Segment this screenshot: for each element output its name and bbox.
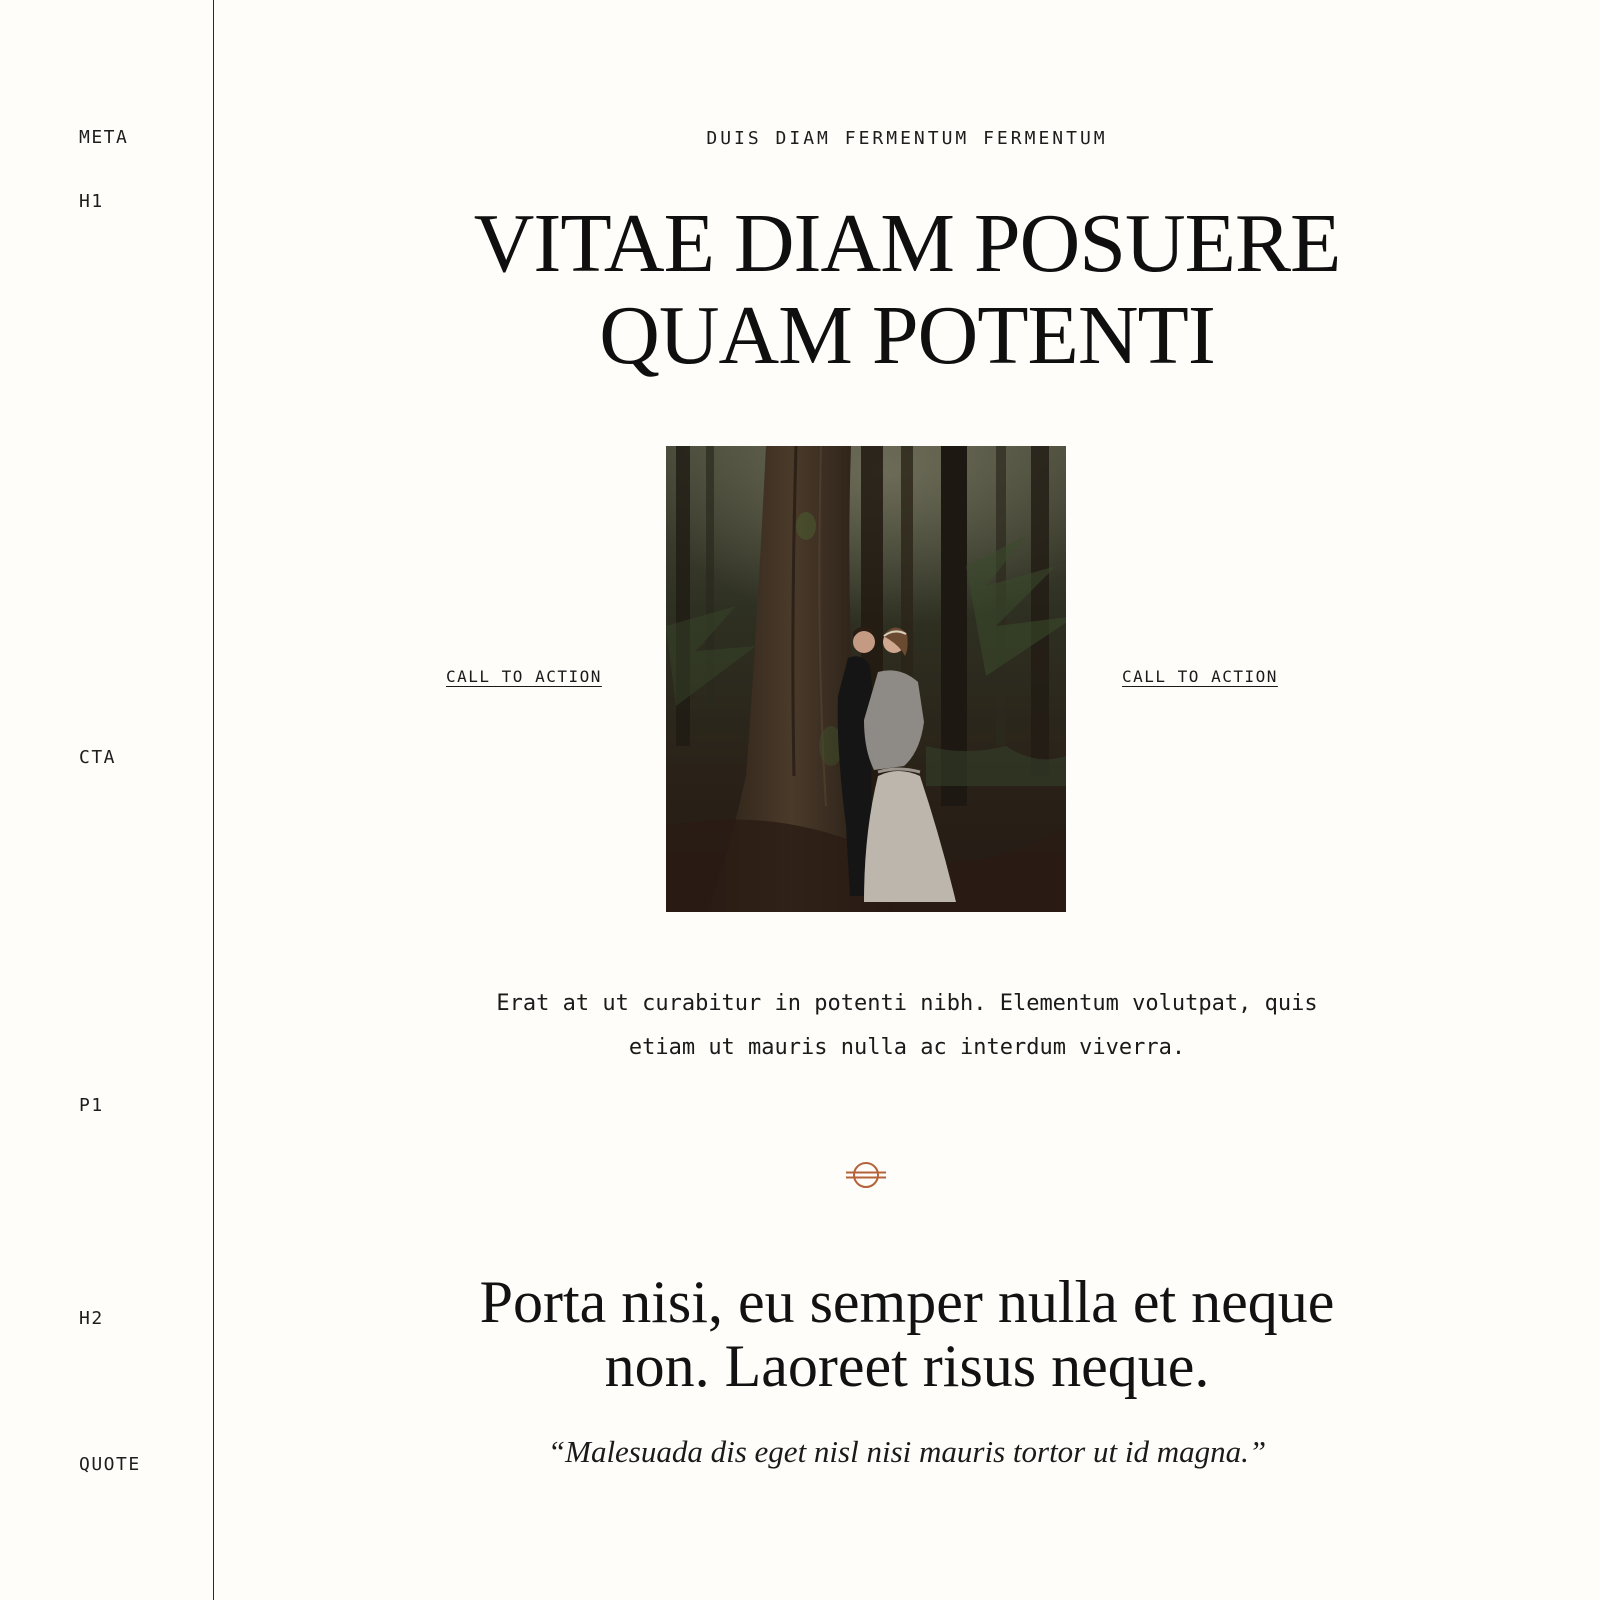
pull-quote: “Malesuada dis eget nisl nisi mauris tortor ut id magna.” xyxy=(547,1434,1267,1469)
sidebar-label-cta: CTA xyxy=(79,747,117,768)
call-to-action-right[interactable]: CALL TO ACTION xyxy=(1122,667,1278,686)
section-heading xyxy=(214,1270,1600,1398)
body-paragraph-line-1: Erat at ut curabitur in potenti nibh. Elementum volutpat, quis xyxy=(496,991,1318,1016)
main-content xyxy=(214,0,1600,1600)
body-paragraph-line-2: etiam ut mauris nulla ac interdum viverra. xyxy=(628,1035,1186,1060)
sidebar-label-h2: H2 xyxy=(79,1308,104,1329)
page-title-line-2: QUAM POTENTI xyxy=(599,289,1215,382)
wedding-couple-forest-photo xyxy=(666,446,1066,912)
section-heading-line-2: non. Laoreet risus neque. xyxy=(604,1333,1210,1399)
circle-divider-icon xyxy=(843,1158,889,1192)
sidebar-label-h1: H1 xyxy=(79,191,104,212)
sidebar-label-meta: META xyxy=(79,127,129,148)
meta-eyebrow: DUIS DIAM FERMENTUM FERMENTUM xyxy=(706,128,1108,149)
section-heading-line-1: Porta nisi, eu semper nulla et neque xyxy=(479,1269,1335,1335)
body-paragraph xyxy=(214,982,1600,1070)
call-to-action-left[interactable]: CALL TO ACTION xyxy=(446,667,602,686)
sidebar-label-quote: QUOTE xyxy=(79,1454,141,1475)
photo-illustration xyxy=(666,446,1066,912)
page-title-line-1: VITAE DIAM POSUERE xyxy=(473,197,1341,290)
sidebar xyxy=(0,0,214,1600)
page-title xyxy=(214,198,1600,382)
sidebar-label-p1: P1 xyxy=(79,1095,104,1116)
